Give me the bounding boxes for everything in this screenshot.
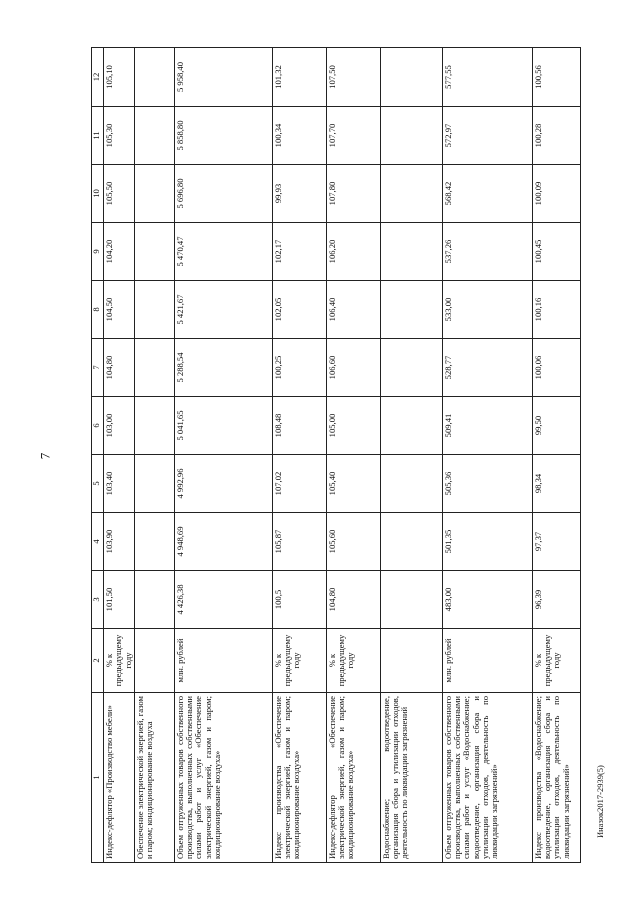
value-cell: 100,16 xyxy=(532,281,580,339)
column-number: 12 xyxy=(92,48,104,107)
value-cell: 107,02 xyxy=(272,455,326,513)
value-cell: 4 948,69 xyxy=(174,513,272,571)
value-cell: 104,80 xyxy=(104,339,135,397)
column-number: 7 xyxy=(92,339,104,397)
table-row xyxy=(134,48,174,863)
value-cell xyxy=(134,455,174,513)
indicators-table xyxy=(91,47,581,863)
column-number: 4 xyxy=(92,513,104,571)
value-cell xyxy=(134,165,174,223)
table-row xyxy=(272,48,326,863)
value-cell: 509,41 xyxy=(442,397,532,455)
value-cell: 107,50 xyxy=(326,48,380,107)
value-cell: 101,50 xyxy=(104,571,135,629)
value-cell xyxy=(134,281,174,339)
value-cell: 528,77 xyxy=(442,339,532,397)
indicators-table-container xyxy=(91,48,571,863)
unit-cell xyxy=(380,629,442,693)
value-cell xyxy=(380,513,442,571)
value-cell: 103,40 xyxy=(104,455,135,513)
value-cell: 99,93 xyxy=(272,165,326,223)
value-cell: 107,80 xyxy=(326,165,380,223)
column-number: 1 xyxy=(92,693,104,863)
column-number: 5 xyxy=(92,455,104,513)
value-cell: 505,36 xyxy=(442,455,532,513)
value-cell: 100,34 xyxy=(272,107,326,165)
value-cell: 100,06 xyxy=(532,339,580,397)
column-number-row xyxy=(92,48,104,863)
value-cell xyxy=(134,107,174,165)
unit-cell: млн. рублей xyxy=(174,629,272,693)
value-cell: 97,37 xyxy=(532,513,580,571)
indicator-name: Индекс производства «Водоснабжение; водоотведение, организация сбора и утилизации отходов, деятельность по ликвидации загрязнений» xyxy=(532,693,580,863)
value-cell: 103,90 xyxy=(104,513,135,571)
value-cell: 100,56 xyxy=(532,48,580,107)
value-cell: 104,80 xyxy=(326,571,380,629)
indicator-name: Водоснабжение; водоотведение, организация сбора и утилизации отходов, деятельность по ликвидации загрязнений xyxy=(380,693,442,863)
value-cell: 5 858,80 xyxy=(174,107,272,165)
value-cell xyxy=(380,281,442,339)
footer-code: Иназок2017-2939(5) xyxy=(595,765,605,838)
value-cell: 102,17 xyxy=(272,223,326,281)
value-cell: 100,28 xyxy=(532,107,580,165)
value-cell xyxy=(380,107,442,165)
unit-cell: % к предыдущему году xyxy=(272,629,326,693)
value-cell: 108,48 xyxy=(272,397,326,455)
column-number: 3 xyxy=(92,571,104,629)
value-cell xyxy=(380,571,442,629)
table-row xyxy=(532,48,580,863)
value-cell xyxy=(380,397,442,455)
value-cell xyxy=(380,48,442,107)
unit-cell: % к предыдущему году xyxy=(532,629,580,693)
value-cell: 105,50 xyxy=(104,165,135,223)
value-cell: 96,39 xyxy=(532,571,580,629)
value-cell: 5 421,67 xyxy=(174,281,272,339)
value-cell: 105,87 xyxy=(272,513,326,571)
indicator-name: Объем отгруженных товаров собственного производства, выполненных собственными силами работ и услуг «Водоснабжение; водоотведение, организация сбора и утилизации отходов, деятельность по ликвидации загрязнений» xyxy=(442,693,532,863)
value-cell: 5 696,80 xyxy=(174,165,272,223)
column-number: 6 xyxy=(92,397,104,455)
value-cell: 100,09 xyxy=(532,165,580,223)
unit-cell: млн. рублей xyxy=(442,629,532,693)
value-cell: 100,5 xyxy=(272,571,326,629)
value-cell xyxy=(380,455,442,513)
column-number: 2 xyxy=(92,629,104,693)
value-cell: 105,00 xyxy=(326,397,380,455)
value-cell: 99,50 xyxy=(532,397,580,455)
column-number: 10 xyxy=(92,165,104,223)
indicator-name: Обеспечение электрической энергией, газом и паром; кондиционирование воздуха xyxy=(134,693,174,863)
value-cell: 103,00 xyxy=(104,397,135,455)
value-cell: 5 288,54 xyxy=(174,339,272,397)
value-cell: 537,26 xyxy=(442,223,532,281)
value-cell: 100,25 xyxy=(272,339,326,397)
value-cell xyxy=(134,513,174,571)
value-cell xyxy=(134,571,174,629)
table-row xyxy=(326,48,380,863)
table-row xyxy=(104,48,135,863)
value-cell xyxy=(134,397,174,455)
indicator-name: Индекс производства «Обеспечение электрической энергией, газом и паром; кондиционирование воздуха» xyxy=(272,693,326,863)
column-number: 11 xyxy=(92,107,104,165)
value-cell: 106,40 xyxy=(326,281,380,339)
value-cell: 105,30 xyxy=(104,107,135,165)
value-cell xyxy=(380,223,442,281)
value-cell: 4 992,96 xyxy=(174,455,272,513)
value-cell: 104,20 xyxy=(104,223,135,281)
value-cell: 5 041,65 xyxy=(174,397,272,455)
indicator-name: Индекс-дефлятор «Обеспечение электрической энергией, газом и паром; кондиционирование воздуха» xyxy=(326,693,380,863)
table-row xyxy=(174,48,272,863)
indicator-name: Объем отгруженных товаров собственного производства, выполненных собственными силами работ и услуг «Обеспечение электрической энергией, газом и паром; кондиционирование воздуха» xyxy=(174,693,272,863)
value-cell: 572,97 xyxy=(442,107,532,165)
value-cell xyxy=(380,339,442,397)
page-number: 7 xyxy=(37,452,53,460)
unit-cell: % к предыдущему году xyxy=(326,629,380,693)
value-cell: 107,70 xyxy=(326,107,380,165)
value-cell: 5 470,47 xyxy=(174,223,272,281)
value-cell xyxy=(134,223,174,281)
indicator-name: Индекс-дефлятор «Производство мебели» xyxy=(104,693,135,863)
value-cell: 104,50 xyxy=(104,281,135,339)
value-cell xyxy=(380,165,442,223)
value-cell: 105,40 xyxy=(326,455,380,513)
value-cell: 98,34 xyxy=(532,455,580,513)
table-row xyxy=(442,48,532,863)
table-row xyxy=(380,48,442,863)
column-number: 8 xyxy=(92,281,104,339)
value-cell: 483,00 xyxy=(442,571,532,629)
value-cell xyxy=(134,48,174,107)
column-number: 9 xyxy=(92,223,104,281)
unit-cell: % к предыдущему году xyxy=(104,629,135,693)
value-cell: 5 958,40 xyxy=(174,48,272,107)
value-cell: 568,42 xyxy=(442,165,532,223)
value-cell: 577,55 xyxy=(442,48,532,107)
value-cell: 106,60 xyxy=(326,339,380,397)
value-cell: 105,60 xyxy=(326,513,380,571)
value-cell: 106,20 xyxy=(326,223,380,281)
value-cell: 101,32 xyxy=(272,48,326,107)
unit-cell xyxy=(134,629,174,693)
value-cell: 100,45 xyxy=(532,223,580,281)
value-cell: 501,35 xyxy=(442,513,532,571)
value-cell: 533,00 xyxy=(442,281,532,339)
value-cell: 105,10 xyxy=(104,48,135,107)
value-cell xyxy=(134,339,174,397)
value-cell: 4 426,38 xyxy=(174,571,272,629)
value-cell: 102,05 xyxy=(272,281,326,339)
